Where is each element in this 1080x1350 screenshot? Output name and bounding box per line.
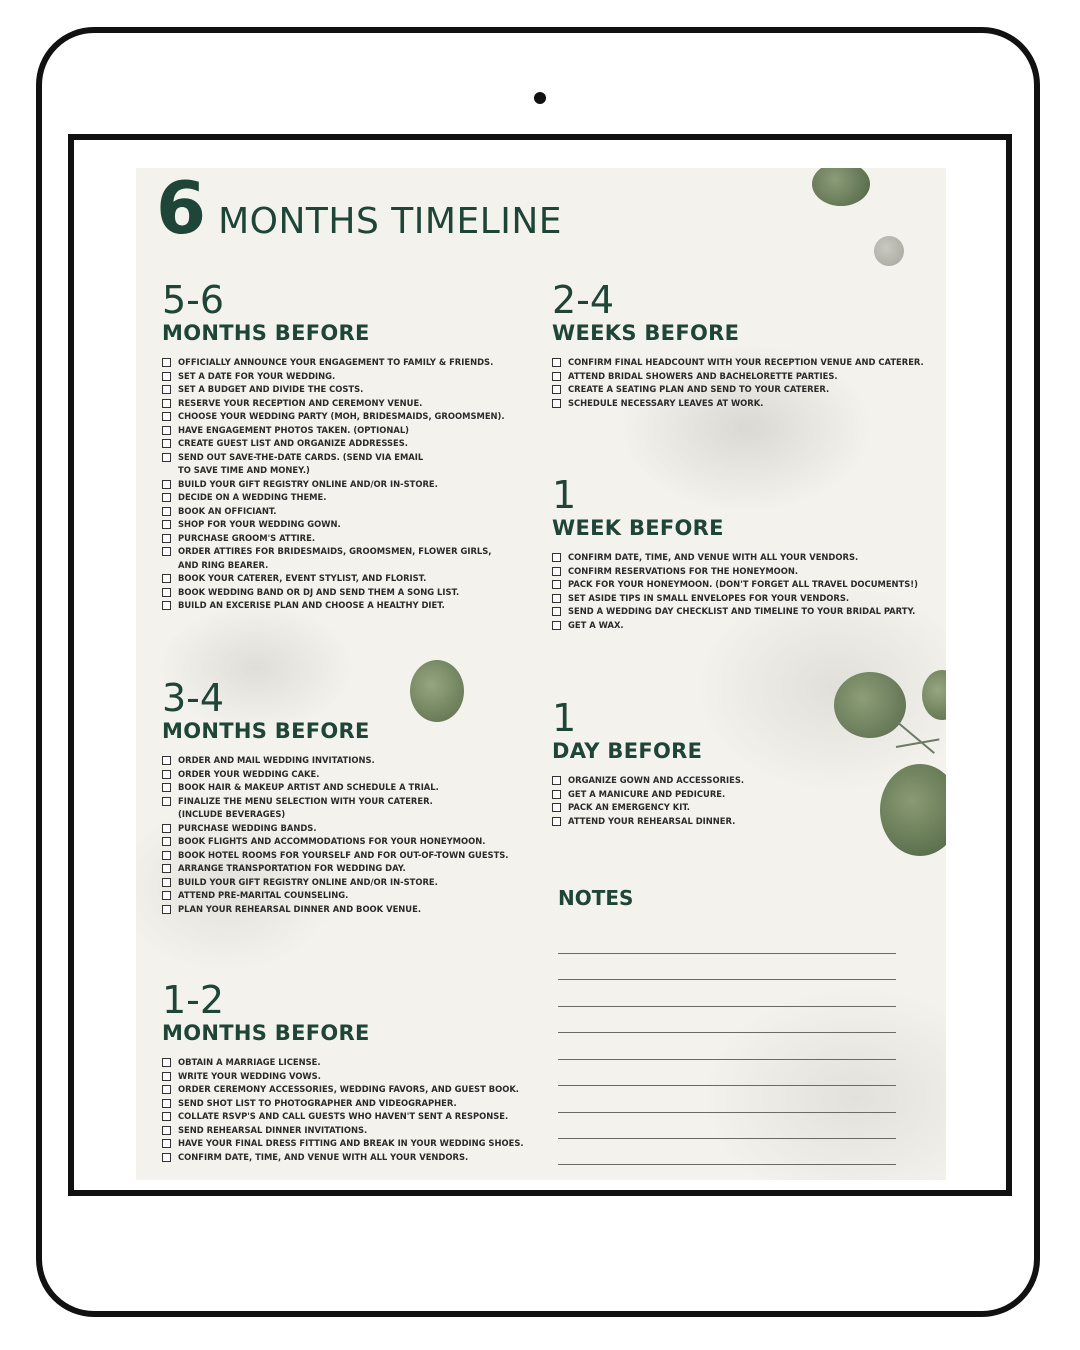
checklist-item <box>552 605 942 619</box>
eucalyptus-leaf-icon <box>812 168 870 206</box>
checklist-item <box>162 410 542 424</box>
checkbox-icon[interactable] <box>162 797 171 806</box>
checklist-item <box>162 370 542 384</box>
checklist <box>162 356 542 613</box>
checklist-item <box>162 545 542 572</box>
section-number: 5-6 <box>162 278 225 322</box>
checklist <box>162 754 542 916</box>
checkbox-icon[interactable] <box>162 1126 171 1135</box>
checklist-item <box>162 876 542 890</box>
checklist-item-text: RESERVE YOUR RECEPTION AND CEREMONY VENUE. <box>178 397 423 408</box>
checklist-item <box>162 1124 552 1138</box>
checklist-item <box>162 383 542 397</box>
section-label: WEEK BEFORE <box>552 516 724 540</box>
checklist-item-text: SEND A WEDDING DAY CHECKLIST AND TIMELINE TO YOUR BRIDAL PARTY. <box>568 606 916 616</box>
checkbox-icon[interactable] <box>552 594 561 603</box>
checklist-item-text: BOOK YOUR CATERER, EVENT STYLIST, AND FLORIST. <box>178 573 427 583</box>
checkbox-icon[interactable] <box>162 770 171 779</box>
checklist-item <box>162 532 542 546</box>
section-3-4-months <box>162 678 542 916</box>
checkbox-icon[interactable] <box>552 621 561 630</box>
checkbox-icon[interactable] <box>552 790 561 799</box>
checkbox-icon[interactable] <box>552 567 561 576</box>
section-number: 3-4 <box>162 676 225 720</box>
checkbox-icon[interactable] <box>552 803 561 812</box>
checklist-item <box>162 1056 552 1070</box>
checkbox-icon[interactable] <box>162 588 171 597</box>
section-number: 1-2 <box>162 978 225 1022</box>
checklist-item-text: HAVE YOUR FINAL DRESS FITTING AND BREAK IN YOUR WEDDING SHOES. <box>178 1138 524 1148</box>
checklist-item <box>162 518 542 532</box>
checklist-item <box>552 592 942 606</box>
checkbox-icon[interactable] <box>162 851 171 860</box>
checklist-item-text: COLLATE RSVP'S AND CALL GUESTS WHO HAVEN'T SENT A RESPONSE. <box>178 1111 509 1121</box>
checkbox-icon[interactable] <box>162 1085 171 1094</box>
eucalyptus-leaf-icon <box>922 670 946 720</box>
checklist <box>552 774 852 828</box>
checkbox-icon[interactable] <box>162 534 171 543</box>
checkbox-icon[interactable] <box>162 1112 171 1121</box>
checklist-item-text: BOOK WEDDING BAND OR DJ AND SEND THEM A SONG LIST. <box>178 586 460 597</box>
checklist-item <box>162 599 542 613</box>
checklist-item-text: ATTEND PRE-MARITAL COUNSELING. <box>178 890 349 900</box>
checkbox-icon[interactable] <box>552 817 561 826</box>
checklist-item-text: PACK AN EMERGENCY KIT. <box>568 802 690 812</box>
checklist-item <box>162 437 542 451</box>
checkbox-icon[interactable] <box>552 385 561 394</box>
checkbox-icon[interactable] <box>162 372 171 381</box>
checklist-item <box>552 774 852 788</box>
checklist <box>552 356 942 410</box>
checklist-item-text: ARRANGE TRANSPORTATION FOR WEDDING DAY. <box>178 863 406 873</box>
checklist-item-text: BUILD YOUR GIFT REGISTRY ONLINE AND/OR IN-STORE. <box>178 478 438 489</box>
checkbox-icon[interactable] <box>162 574 171 583</box>
checklist-item-text: CONFIRM DATE, TIME, AND VENUE WITH ALL YOUR VENDORS. <box>178 1151 469 1162</box>
checklist-item <box>162 768 542 782</box>
checkbox-icon[interactable] <box>162 1072 171 1081</box>
checkbox-icon[interactable] <box>162 453 171 462</box>
checklist-item <box>162 505 542 519</box>
checklist-item-text: BUILD AN EXCERISE PLAN AND CHOOSE A HEALTHY DIET. <box>178 600 445 610</box>
checklist-item <box>552 356 942 370</box>
notes-line[interactable] <box>558 1112 896 1113</box>
section-1-day <box>552 698 852 828</box>
checklist-item <box>162 781 542 795</box>
title-number: 6 <box>156 168 207 250</box>
checklist-item-text: DECIDE ON A WEDDING THEME. <box>178 492 327 502</box>
checkbox-icon[interactable] <box>162 547 171 556</box>
section-1-week <box>552 475 942 632</box>
checklist-item <box>552 788 852 802</box>
checklist-item <box>162 424 542 438</box>
checklist-item-text: ORDER CEREMONY ACCESSORIES, WEDDING FAVORS, AND GUEST BOOK. <box>178 1084 519 1094</box>
checklist-item-text: SEND OUT SAVE-THE-DATE CARDS. (SEND VIA EMAIL TO SAVE TIME AND MONEY.) <box>178 451 424 475</box>
section-5-6-months <box>162 280 542 613</box>
section-label: MONTHS BEFORE <box>162 1021 370 1045</box>
checklist-item-text: FINALIZE THE MENU SELECTION WITH YOUR CATERER. (INCLUDE BEVERAGES) <box>178 795 433 819</box>
checklist-item-text: ATTEND YOUR REHEARSAL DINNER. <box>568 815 736 826</box>
checkbox-icon[interactable] <box>162 783 171 792</box>
checkbox-icon[interactable] <box>552 399 561 408</box>
eucalyptus-leaf-icon <box>874 236 904 266</box>
checklist-item-text: GET A WAX. <box>568 619 624 630</box>
checklist-item <box>162 1151 552 1165</box>
checklist-item <box>162 397 542 411</box>
notes-line[interactable] <box>558 1032 896 1033</box>
checklist-item-text: SET A DATE FOR YOUR WEDDING. <box>178 370 336 381</box>
checklist-item-text: CONFIRM DATE, TIME, AND VENUE WITH ALL YOUR VENDORS. <box>568 552 859 562</box>
checklist-item <box>162 491 542 505</box>
checklist-item-text: HAVE ENGAGEMENT PHOTOS TAKEN. (OPTIONAL) <box>178 424 410 435</box>
checkbox-icon[interactable] <box>162 439 171 448</box>
checkbox-icon[interactable] <box>162 756 171 765</box>
checklist-item <box>552 397 942 411</box>
checkbox-icon[interactable] <box>552 607 561 616</box>
section-label: MONTHS BEFORE <box>162 321 370 345</box>
checklist-item-text: PLAN YOUR REHEARSAL DINNER AND BOOK VENUE. <box>178 903 422 914</box>
checkbox-icon[interactable] <box>162 493 171 502</box>
eucalyptus-leaf-icon <box>880 764 946 856</box>
checklist-item-text: GET A MANICURE AND PEDICURE. <box>568 788 726 799</box>
checklist-item <box>162 1083 552 1097</box>
checkbox-icon[interactable] <box>162 1058 171 1067</box>
checklist-item-text: CREATE A SEATING PLAN AND SEND TO YOUR CATERER. <box>568 384 830 394</box>
section-2-4-weeks <box>552 280 942 410</box>
checkbox-icon[interactable] <box>552 580 561 589</box>
checklist-item <box>162 889 542 903</box>
checkbox-icon[interactable] <box>162 905 171 914</box>
checklist-item <box>552 370 942 384</box>
timeline-document <box>136 168 946 1180</box>
notes-line[interactable] <box>558 1138 896 1139</box>
checklist-item <box>552 565 942 579</box>
checklist <box>162 1056 552 1164</box>
checkbox-icon[interactable] <box>552 553 561 562</box>
checkbox-icon[interactable] <box>162 837 171 846</box>
section-1-2-months <box>162 980 552 1164</box>
checkbox-icon[interactable] <box>162 864 171 873</box>
checklist-item-text: BUILD YOUR GIFT REGISTRY ONLINE AND/OR IN-STORE. <box>178 876 438 887</box>
checklist-item <box>162 835 542 849</box>
checklist-item-text: CONFIRM RESERVATIONS FOR THE HONEYMOON. <box>568 565 799 576</box>
notes-line[interactable] <box>558 1085 896 1086</box>
checkbox-icon[interactable] <box>162 891 171 900</box>
checkbox-icon[interactable] <box>162 399 171 408</box>
checklist-item <box>162 1070 552 1084</box>
checklist-item-text: SHOP FOR YOUR WEDDING GOWN. <box>178 519 341 529</box>
section-number: 1 <box>552 696 577 740</box>
checkbox-icon[interactable] <box>162 412 171 421</box>
checklist-item-text: CREATE GUEST LIST AND ORGANIZE ADDRESSES. <box>178 438 408 448</box>
checklist-item-text: BOOK HOTEL ROOMS FOR YOURSELF AND FOR OUT-OF-TOWN GUESTS. <box>178 849 509 860</box>
checklist-item-text: OFFICIALLY ANNOUNCE YOUR ENGAGEMENT TO FAMILY & FRIENDS. <box>178 357 494 367</box>
checkbox-icon[interactable] <box>162 1153 171 1162</box>
checklist-item <box>162 1137 552 1151</box>
notes-title: NOTES <box>558 886 634 910</box>
checklist-item <box>552 551 942 565</box>
checkbox-icon[interactable] <box>162 824 171 833</box>
checklist-item-text: BOOK AN OFFICIANT. <box>178 505 277 516</box>
checklist-item-text: ORDER ATTIRES FOR BRIDESMAIDS, GROOMSMEN, FLOWER GIRLS, AND RING BEARER. <box>178 546 492 570</box>
checklist-item <box>552 801 852 815</box>
checkbox-icon[interactable] <box>162 1139 171 1148</box>
checkbox-icon[interactable] <box>162 1099 171 1108</box>
checkbox-icon[interactable] <box>162 507 171 516</box>
checklist-item <box>162 822 542 836</box>
checkbox-icon[interactable] <box>552 358 561 367</box>
checklist-item-text: SEND REHEARSAL DINNER INVITATIONS. <box>178 1124 368 1135</box>
checklist-item-text: ORDER YOUR WEDDING CAKE. <box>178 768 320 779</box>
notes-line[interactable] <box>558 1164 896 1165</box>
checklist-item-text: PURCHASE GROOM'S ATTIRE. <box>178 532 316 543</box>
checklist-item <box>162 903 542 917</box>
checklist-item-text: SEND SHOT LIST TO PHOTOGRAPHER AND VIDEOGRAPHER. <box>178 1097 457 1108</box>
checklist-item <box>162 1110 552 1124</box>
title-text: MONTHS TIMELINE <box>218 201 563 242</box>
checkbox-icon[interactable] <box>162 426 171 435</box>
checkbox-icon[interactable] <box>162 358 171 367</box>
notes-line[interactable] <box>558 953 896 954</box>
checklist-item <box>162 586 542 600</box>
checklist-item <box>552 578 942 592</box>
checkbox-icon[interactable] <box>552 372 561 381</box>
checklist-item-text: SET ASIDE TIPS IN SMALL ENVELOPES FOR YOUR VENDORS. <box>568 592 850 603</box>
checklist-item <box>162 849 542 863</box>
checklist-item <box>552 619 942 633</box>
checklist-item <box>162 754 542 768</box>
checkbox-icon[interactable] <box>162 601 171 610</box>
checklist-item-text: ORGANIZE GOWN AND ACCESSORIES. <box>568 775 745 785</box>
checkbox-icon[interactable] <box>162 878 171 887</box>
checklist-item-text: OBTAIN A MARRIAGE LICENSE. <box>178 1057 321 1067</box>
checklist-item <box>162 795 542 822</box>
notes-line[interactable] <box>558 979 896 980</box>
checklist-item-text: CHOOSE YOUR WEDDING PARTY (MOH, BRIDESMAIDS, GROOMSMEN). <box>178 411 505 421</box>
checkbox-icon[interactable] <box>552 776 561 785</box>
checklist-item-text: PACK FOR YOUR HONEYMOON. (DON'T FORGET ALL TRAVEL DOCUMENTS!) <box>568 579 918 589</box>
checklist-item-text: ORDER AND MAIL WEDDING INVITATIONS. <box>178 755 375 765</box>
checklist-item-text: SCHEDULE NECESSARY LEAVES AT WORK. <box>568 397 764 408</box>
checklist-item <box>162 451 542 478</box>
checklist-item-text: SET A BUDGET AND DIVIDE THE COSTS. <box>178 384 364 394</box>
section-label: WEEKS BEFORE <box>552 321 740 345</box>
checkbox-icon[interactable] <box>162 520 171 529</box>
notes-line[interactable] <box>558 1059 896 1060</box>
checklist-item-text: CONFIRM FINAL HEADCOUNT WITH YOUR RECEPTION VENUE AND CATERER. <box>568 357 924 367</box>
section-label: MONTHS BEFORE <box>162 719 370 743</box>
section-number: 2-4 <box>552 278 615 322</box>
checklist-item <box>162 356 542 370</box>
checklist-item-text: BOOK HAIR & MAKEUP ARTIST AND SCHEDULE A TRIAL. <box>178 782 439 792</box>
checklist-item-text: WRITE YOUR WEDDING VOWS. <box>178 1070 321 1081</box>
checklist-item-text: PURCHASE WEDDING BANDS. <box>178 822 317 833</box>
checklist-item <box>162 1097 552 1111</box>
checklist-item <box>162 862 542 876</box>
checklist <box>552 551 942 632</box>
notes-line[interactable] <box>558 1006 896 1007</box>
checklist-item-text: ATTEND BRIDAL SHOWERS AND BACHELORETTE PARTIES. <box>568 370 838 381</box>
checklist-item <box>552 383 942 397</box>
checklist-item <box>552 815 852 829</box>
checklist-item <box>162 478 542 492</box>
checkbox-icon[interactable] <box>162 385 171 394</box>
checklist-item-text: BOOK FLIGHTS AND ACCOMMODATIONS FOR YOUR HONEYMOON. <box>178 836 486 846</box>
checklist-item <box>162 572 542 586</box>
section-number: 1 <box>552 473 577 517</box>
camera-dot-icon <box>534 92 546 104</box>
eucalyptus-stem <box>895 720 935 754</box>
checkbox-icon[interactable] <box>162 480 171 489</box>
page-title <box>156 168 563 250</box>
section-label: DAY BEFORE <box>552 739 703 763</box>
